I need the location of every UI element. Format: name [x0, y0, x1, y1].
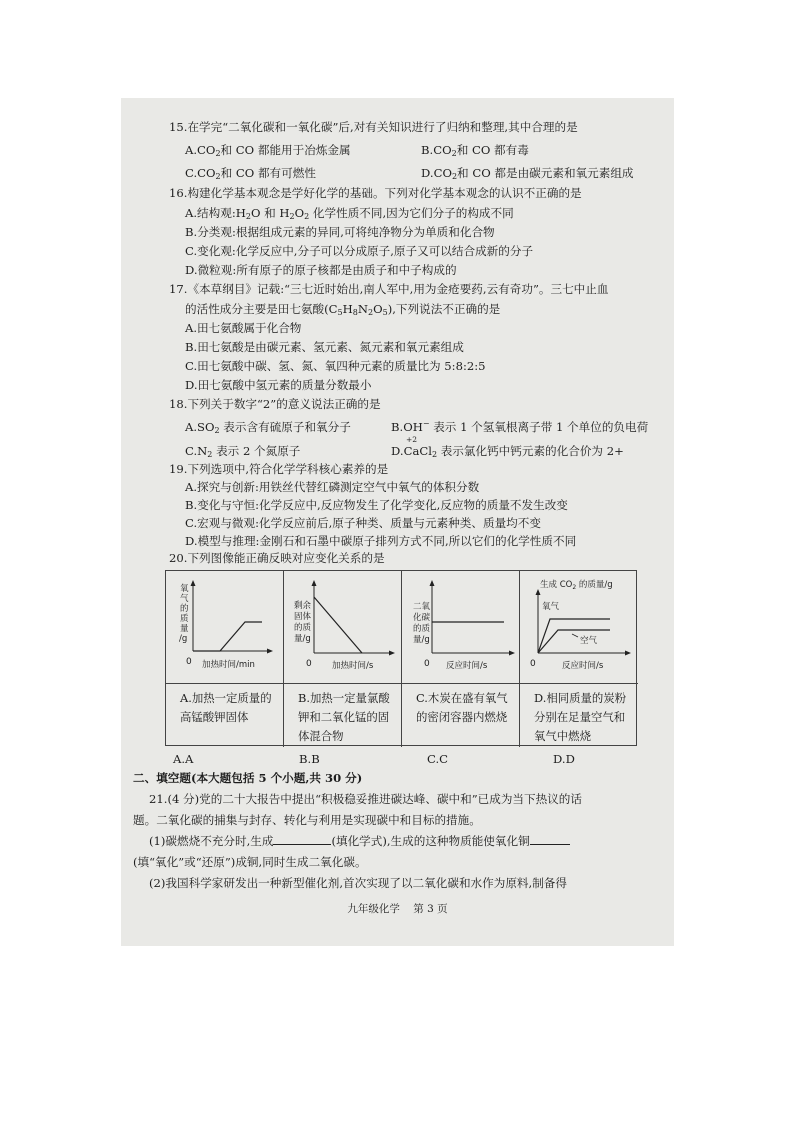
- q19-stem: 19.下列选项中,符合化学学科核心素养的是: [169, 462, 389, 476]
- page-footer: 九年级化学 第 3 页: [347, 903, 448, 915]
- svg-text:氧: 氧: [180, 584, 189, 594]
- graph-d-oxygen-curve: [538, 619, 610, 653]
- q20-caption-b: B.加热一定量氯酸钾和二氧化锰的固体混合物: [298, 691, 390, 743]
- q20-cell-a: [166, 571, 284, 747]
- q18-stem: 18.下列关于数字“2”的意义说法正确的是: [169, 397, 381, 411]
- graph-d-ylabel: 生成 $CO_2$ 的质量/g: [540, 580, 613, 591]
- q18-option-b: B.OH− 表示 1 个氢氧根离子带 1 个单位的负电荷: [391, 419, 649, 434]
- graph-a-xlabel: 加热时间/min: [202, 660, 255, 670]
- q15-stem: 15.在学完“二氧化碳和一氧化碳”后,对有关知识进行了归纳和整理,其中合理的是: [169, 120, 578, 134]
- q19-option-d: D.模型与推理:金刚石和石墨中碳原子排列方式不同,所以它们的化学性质不同: [185, 534, 577, 548]
- graph-b-xlabel: 加热时间/s: [332, 661, 374, 671]
- q21-line1: 21.(4 分)党的二十大报告中提出“积极稳妥推进碳达峰、碳中和”已成为当下热议的话: [149, 792, 582, 806]
- graph-b-origin: 0: [306, 659, 312, 669]
- q18-option-a: $A.SO_2$ 表示含有硫原子和氧分子: [185, 420, 351, 435]
- q17-option-c: C.田七氨酸中碳、氢、氮、氧四种元素的质量比为 5:8:2:5: [185, 359, 486, 373]
- q20-caption-d: D.相同质量的炭粉分别在足量空气和氧气中燃烧: [534, 691, 627, 743]
- svg-text:固体: 固体: [294, 612, 312, 622]
- graph-c-ylabel: [413, 601, 431, 645]
- q20-caption-a: A.加热一定质量的高锰酸钾固体: [180, 691, 272, 724]
- q15-option-a: $A.CO_2$和 CO 都能用于冶炼金属: [185, 143, 351, 158]
- graph-c-xlabel: 反应时间/s: [446, 661, 488, 671]
- q16-option-a: A.结构观$:H_2O$ 和 $H_2O_2$ 化学性质不同,因为它们分子的构成不同: [185, 206, 514, 221]
- q20-graph-table: [165, 570, 637, 746]
- q15-option-b: $B.CO_2$和 CO 都有毒: [421, 143, 529, 158]
- q20-cell-b: [284, 571, 402, 747]
- q20-cell-d: [520, 571, 638, 747]
- q20-answer-c: C.C: [427, 752, 449, 766]
- graph-a-ylabel: [179, 583, 189, 644]
- q16-option-b: B.分类观:根据组成元素的异同,可将纯净物分为单质和化合物: [185, 225, 495, 239]
- q21-blank-oxidize-reduce[interactable]: [530, 834, 570, 845]
- q20-caption-c: C.木炭在盛有氧气的密闭容器内燃烧: [416, 691, 508, 724]
- q20-graph-b: [284, 571, 402, 684]
- q16-stem: 16.构建化学基本观念是学好化学的基础。下列对化学基本观念的认识不正确的是: [169, 186, 582, 200]
- svg-text:质: 质: [180, 614, 189, 624]
- q20-graph-d: [520, 571, 638, 684]
- q19-option-a: A.探究与创新:用铁丝代替红磷测定空气中氧气的体积分数: [185, 480, 480, 494]
- q21-blank-formula[interactable]: [273, 834, 331, 845]
- q20-answer-b: B.B: [299, 752, 320, 766]
- q20-cell-c: [402, 571, 520, 747]
- svg-text:量/g: 量/g: [294, 634, 311, 644]
- graph-d-air-curve: [538, 630, 610, 653]
- q19-option-b: B.变化与守恒:化学反应中,反应物发生了化学变化,反应物的质量不发生改变: [185, 498, 568, 512]
- svg-text:的质: 的质: [294, 623, 312, 633]
- graph-a-curve: [193, 622, 262, 651]
- svg-text:化碳: 化碳: [413, 613, 431, 623]
- q20-answer-d: D.D: [553, 752, 575, 766]
- graph-d-origin: 0: [530, 659, 536, 669]
- svg-text:的质: 的质: [413, 624, 431, 634]
- svg-text:量: 量: [180, 624, 189, 634]
- q15-option-d: $D.CO_2$和 CO 都是由碳元素和氧元素组成: [421, 166, 634, 181]
- q17-stem-line2: 的活性成分主要是田七氨酸$(C_5H_8N_2O_5)$,下列说法不正确的是: [185, 302, 501, 317]
- svg-text:的: 的: [180, 604, 189, 614]
- q21-line2: 题。二氧化碳的捕集与封存、转化与利用是实现碳中和目标的措施。: [133, 813, 481, 827]
- graph-b-ylabel: [294, 600, 312, 644]
- graph-d-air-label: 空气: [580, 636, 598, 646]
- q15-option-c: $C.CO_2$和 CO 都有可燃性: [185, 166, 316, 181]
- svg-text:/g: /g: [179, 634, 188, 644]
- q21-part1-cont: (填“氧化”或“还原”)成铜,同时生成二氧化碳。: [133, 855, 367, 869]
- q17-option-b: B.田七氨酸是由碳元素、氢元素、氮元素和氧元素组成: [185, 340, 464, 354]
- q16-option-d: D.微粒观:所有原子的原子核都是由质子和中子构成的: [185, 263, 457, 277]
- q18-valence-mark: +2: [406, 435, 418, 444]
- graph-d-xlabel: 反应时间/s: [562, 661, 604, 671]
- q19-option-c: C.宏观与微观:化学反应前后,原子种类、质量与元素种类、质量均不变: [185, 516, 541, 530]
- graph-b-curve: [314, 597, 362, 653]
- svg-text:二氧: 二氧: [413, 602, 431, 612]
- q16-option-c: C.变化观:化学反应中,分子可以分成原子,原子又可以结合成新的分子: [185, 244, 534, 258]
- svg-text:剩余: 剩余: [294, 601, 312, 611]
- q21-part2: (2)我国科学家研发出一种新型催化剂,首次实现了以二氧化碳和水作为原料,制备得: [149, 876, 567, 890]
- graph-c-origin: 0: [424, 659, 430, 669]
- q17-stem-line1: 17.《本草纲目》记载:“三七近时始出,南人军中,用为金疮要药,云有奇功”。三七中止血: [169, 282, 609, 296]
- q20-graph-c: [402, 571, 520, 684]
- svg-text:气: 气: [180, 594, 189, 604]
- q21-part1: (1)碳燃烧不充分时,生成 (填化学式),生成的这种物质能使氧化铜: [149, 834, 570, 849]
- q18-option-d: D.CaCl$_2$ 表示氯化钙中钙元素的化合价为 2+: [391, 444, 624, 459]
- exam-page: [121, 98, 674, 946]
- q17-option-d: D.田七氨酸中氢元素的质量分数最小: [185, 378, 372, 392]
- q20-graph-a: [166, 571, 284, 684]
- graph-d-oxygen-label: 氧气: [542, 602, 560, 612]
- q20-stem: 20.下列图像能正确反映对应变化关系的是: [169, 551, 385, 565]
- q20-answer-a: A.A: [173, 752, 194, 766]
- graph-a-origin: 0: [186, 657, 192, 667]
- q18-option-c: $C.N_2$ 表示 2 个氮原子: [185, 444, 301, 459]
- svg-text:量/g: 量/g: [413, 635, 430, 645]
- q17-option-a: A.田七氨酸属于化合物: [185, 321, 302, 335]
- section2-title: 二、填空题(本大题包括 5 个小题,共 30 分): [133, 771, 363, 785]
